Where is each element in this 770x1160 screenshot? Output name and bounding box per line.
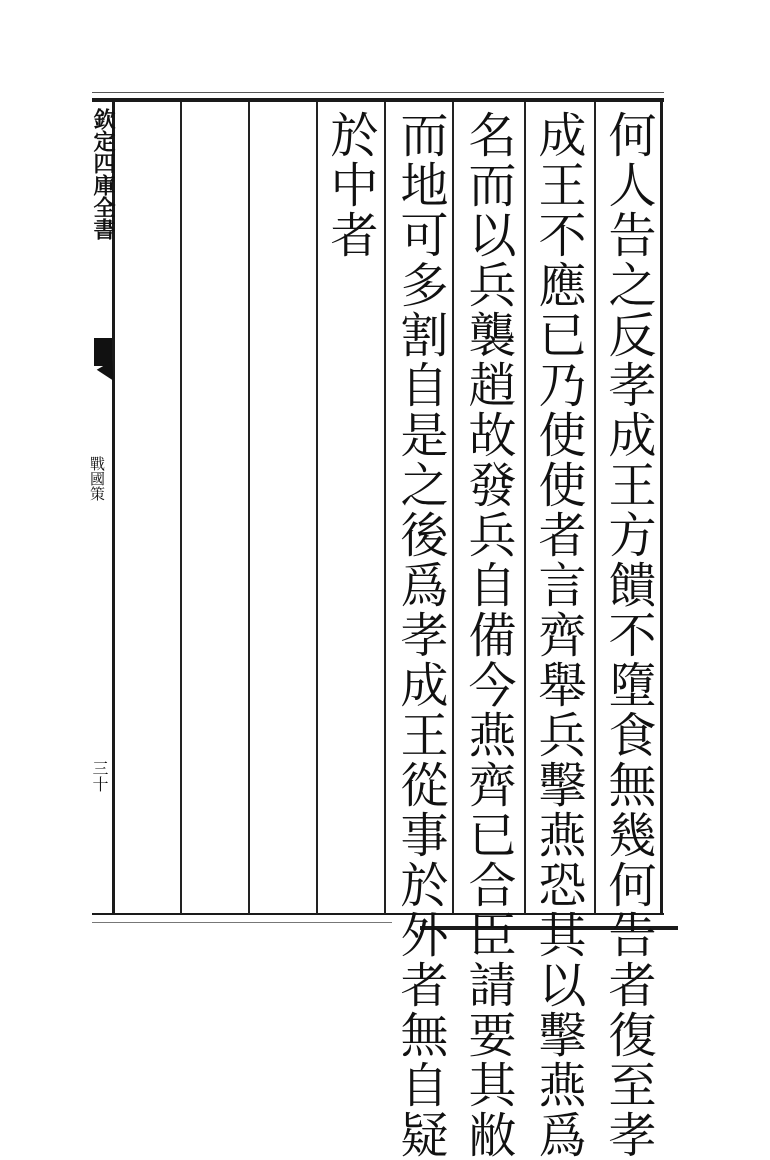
column-divider: [180, 102, 182, 914]
margin-collection-title: 欽定四庫全書: [90, 108, 116, 240]
margin-book-title: 戰國策: [88, 456, 106, 501]
bottom-thin-rule: [92, 922, 392, 923]
text-column-2: 成王不應已乃使使者言齊舉兵擊燕恐其以擊燕爲: [530, 110, 586, 1160]
column-divider: [594, 102, 596, 914]
column-divider: [524, 102, 526, 914]
column-divider: [452, 102, 454, 914]
column-divider: [248, 102, 250, 914]
margin-page-number: 三十: [90, 760, 109, 792]
right-border: [660, 100, 663, 915]
top-border: [92, 98, 664, 102]
column-divider: [316, 102, 318, 914]
column-divider: [384, 102, 386, 914]
text-column-1: 何人告之反孝成王方饋不墮食無幾何告者復至孝: [600, 110, 656, 1160]
text-column-3: 名而以兵襲趙故發兵自備今燕齊已合臣請要其敝: [460, 110, 516, 1160]
top-thin-rule: [92, 92, 664, 93]
text-column-5: 於中者: [322, 110, 378, 260]
text-column-4: 而地可多割自是之後爲孝成王從事於外者無自疑: [392, 110, 448, 1160]
